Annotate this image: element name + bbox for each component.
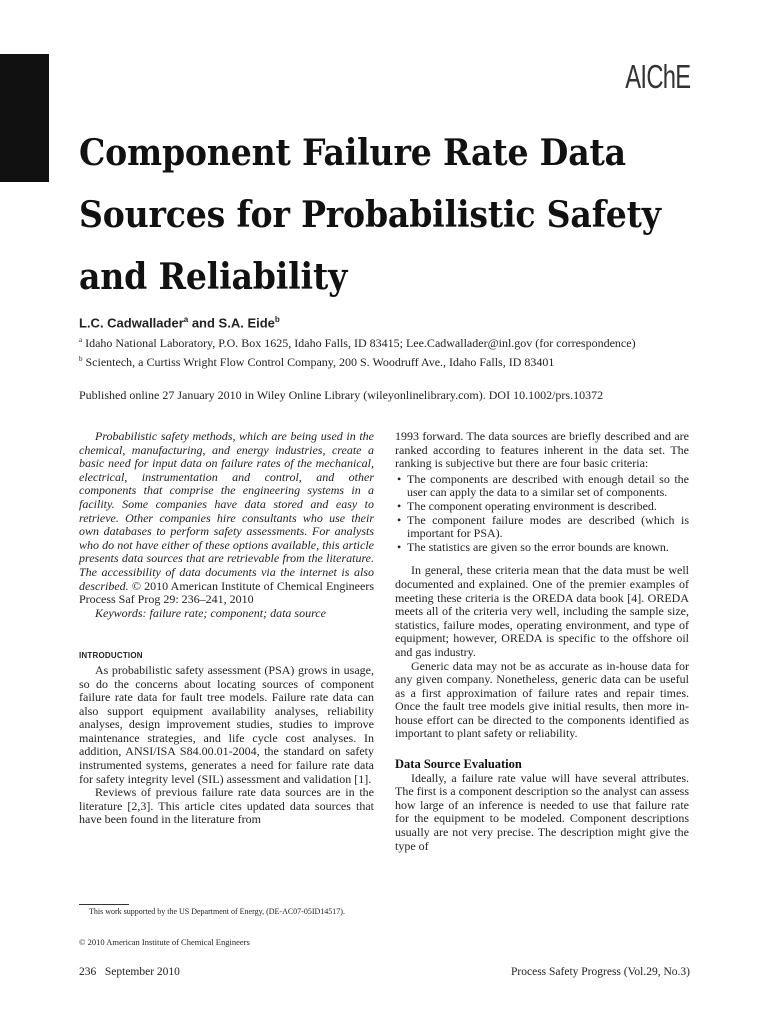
paragraph: Reviews of previous failure rate data sources are in the literature [2,3]. This article cites updated data sources that have been found in the literature from	[79, 785, 374, 827]
affiliation-text: Scientech, a Curtiss Wright Flow Control Company, 200 S. Woodruff Ave., Idaho Falls, ID 83401	[85, 355, 555, 369]
list-item: • The statistics are given so the error bounds are known.	[395, 541, 689, 555]
author-conjunction: and	[188, 315, 219, 331]
paragraph: In general, these criteria mean that the data must be well documented and explained. One of the premier examples of meeting these criteria is the OREDA data book [4]. OREDA meets all of the criteria very well, including the sample size, statistics, failure modes, operating environment, and type of equipment; however, OREDA is specific to the offshore oil and gas industry.	[395, 563, 689, 659]
left-column	[79, 430, 374, 827]
author-name: S.A. Eide	[218, 315, 275, 331]
footnote-divider	[79, 904, 129, 905]
affiliation-marker: b	[274, 315, 280, 324]
paragraph: Generic data may not be as accurate as in-house data for any given company. Nonetheless, generic data can be useful as a first approximation of failure rates and repair times. Once the fault tree models give initial results, then more in-house effort can be directed to the components identified as important to plant safety or reliability.	[395, 658, 689, 741]
paragraph: 1993 forward. The data sources are briefly described and are ranked according to features inherent in the data set. The ranking is subjective but there are four basic criteria:	[395, 429, 689, 471]
journal-brand-logo: AIChE	[624, 58, 690, 95]
list-item: • The component failure modes are described (which is important for PSA).	[395, 514, 689, 541]
affiliation-b	[79, 355, 554, 370]
list-item: • The component operating environment is described.	[395, 500, 689, 514]
footnote-text: This work supported by the US Department of Energy, (DE-AC07-05ID14517).	[89, 907, 345, 916]
black-edge-tab	[0, 54, 49, 182]
list-item: • The components are described with enough detail so the user can apply the data to a similar set of components.	[395, 473, 689, 500]
subsection-heading: Data Source Evaluation	[395, 757, 522, 772]
article-title: Component Failure Rate Data Sources for Probabilistic Safety and Reliability	[79, 132, 661, 298]
affiliation-marker: a	[79, 336, 83, 344]
page-footer-right: Process Safety Progress (Vol.29, No.3)	[511, 966, 690, 978]
criteria-list	[395, 473, 689, 555]
copyright-notice: © 2010 American Institute of Chemical Engineers	[79, 937, 250, 947]
paragraph: As probabilistic safety assessment (PSA) grows in usage, so do the concerns about locating sources of component failure rate data for fault tree models. Failure rate data can also support equipment availability analyses, reliability analyses, design improvement studies, studies to improve maintenance strategies, and life cycle cost analyses. In addition, ANSI/ISA S84.00.01-2004, the standard on safety instrumented systems, generates a need for failure rate data for safety integrity level (SIL) assessment and validation [1].	[79, 662, 374, 786]
abstract	[79, 430, 374, 607]
affiliation-text: Idaho National Laboratory, P.O. Box 1625, Idaho Falls, ID 83415; Lee.Cadwallader@inl.gov (for correspondence)	[85, 336, 636, 350]
right-column	[395, 430, 689, 853]
author-name: L.C. Cadwallader	[79, 315, 184, 331]
abstract-citation: © 2010 American Institute of Chemical Engineers Process Saf Prog 29: 236–241, 2010	[79, 578, 374, 607]
abstract-body: Probabilistic safety methods, which are being used in the chemical, manufacturing, and energy industries, create a basic need for input data on failure rates of the mechanical, electrical, instrumentation and control, and other components that comprise the engineering systems in a facility. Some companies have data stored and easy to retrieve. Other companies hire consultants who use their own databases to perform safety assessments. For analysts who do not have either of these options available, this article presents data sources that are retrievable from the literature. The accessibility of data documents via the internet is also described.	[79, 429, 374, 593]
paragraph: Ideally, a failure rate value will have several attributes. The first is a component description so the analyst can assess how large of an inference is needed to use that failure rate for the equipment to be modeled. Component descriptions usually are not very precise. The description might give the type of	[395, 770, 689, 853]
affiliation-marker: a	[183, 315, 189, 324]
affiliation-marker: b	[79, 355, 83, 363]
affiliation-a	[79, 336, 636, 351]
author-list	[79, 315, 280, 330]
page-footer-left: 236 September 2010	[79, 966, 180, 978]
keywords: Keywords: failure rate; component; data source	[95, 605, 326, 620]
section-heading-introduction: INTRODUCTION	[79, 651, 143, 661]
footnote	[79, 907, 374, 917]
publication-info: Published online 27 January 2010 in Wiley Online Library (wileyonlinelibrary.com). DOI 10.1002/prs.10372	[79, 388, 604, 402]
